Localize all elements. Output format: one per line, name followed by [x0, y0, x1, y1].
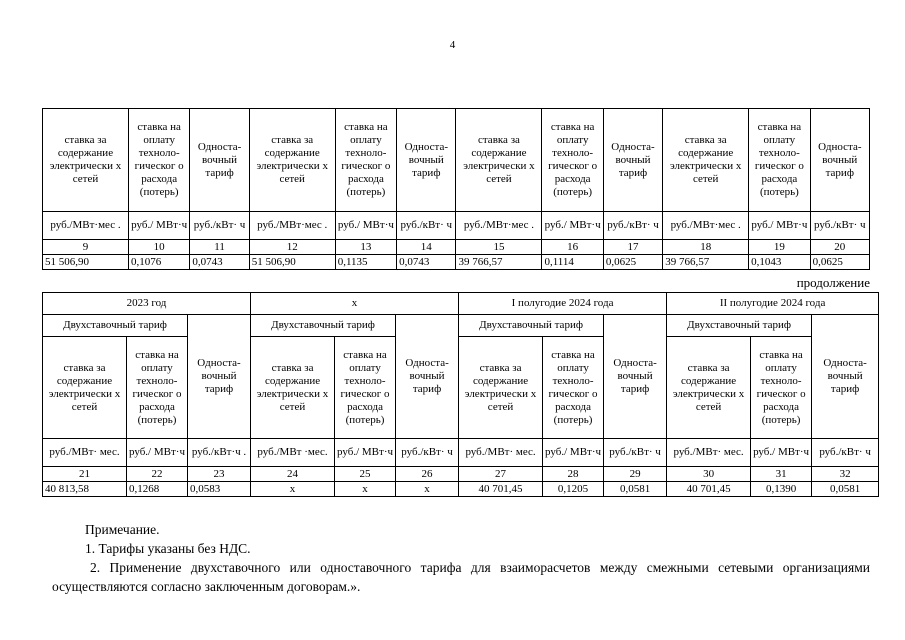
- header-cell: ставка на оплату техноло-гическог о расхода (потерь): [751, 337, 812, 439]
- header-cell: ставка на оплату техноло-гическог о расхода (потерь): [127, 337, 188, 439]
- header-cell: ставка за содержание электрически х сетей: [43, 109, 129, 212]
- period-cell: II полугодие 2024 года: [667, 293, 879, 315]
- column-number: 17: [603, 240, 662, 255]
- table2-units-row: [43, 439, 879, 467]
- unit-cell: руб./кВт· ч: [810, 212, 869, 240]
- header-cell: ставка за содержание электрически х сетей: [667, 337, 751, 439]
- column-number: 18: [663, 240, 749, 255]
- notes-section: [52, 520, 870, 596]
- column-number: 11: [190, 240, 249, 255]
- value-cell: x: [251, 482, 335, 497]
- header-cell: Односта-вочный тариф: [810, 109, 869, 212]
- column-number: 29: [604, 467, 667, 482]
- value-cell: 0,1043: [749, 255, 810, 270]
- value-cell: 51 506,90: [249, 255, 335, 270]
- unit-cell: руб./МВт· мес.: [43, 439, 127, 467]
- period-cell: x: [251, 293, 459, 315]
- header-cell: Односта-вочный тариф: [396, 315, 459, 439]
- header-cell: Односта-вочный тариф: [812, 315, 879, 439]
- column-number: 22: [127, 467, 188, 482]
- table2-tariff-type-row: [43, 315, 879, 337]
- column-number: 21: [43, 467, 127, 482]
- table1-number-row: [43, 240, 870, 255]
- column-number: 12: [249, 240, 335, 255]
- continuation-label: продолжение: [796, 275, 870, 290]
- unit-cell: руб./МВт·мес .: [456, 212, 542, 240]
- value-cell: 51 506,90: [43, 255, 129, 270]
- column-number: 14: [397, 240, 456, 255]
- value-cell: 40 813,58: [43, 482, 127, 497]
- header-cell: ставка на оплату техноло-гическог о расхода (потерь): [542, 109, 603, 212]
- unit-cell: руб./ МВт·ч: [751, 439, 812, 467]
- table2-period-row: [43, 293, 879, 315]
- unit-cell: руб./кВт· ч: [396, 439, 459, 467]
- value-cell: 0,0743: [397, 255, 456, 270]
- column-number: 25: [335, 467, 396, 482]
- column-number: 16: [542, 240, 603, 255]
- unit-cell: руб./кВт· ч: [603, 212, 662, 240]
- column-number: 19: [749, 240, 810, 255]
- column-number: 20: [810, 240, 869, 255]
- value-cell: 0,0625: [603, 255, 662, 270]
- column-number: 9: [43, 240, 129, 255]
- column-number: 13: [335, 240, 396, 255]
- header-cell: Односта-вочный тариф: [190, 109, 249, 212]
- column-number: 24: [251, 467, 335, 482]
- value-cell: x: [335, 482, 396, 497]
- value-cell: 0,0581: [812, 482, 879, 497]
- header-cell: ставка на оплату техноло-гическог о расхода (потерь): [543, 337, 604, 439]
- header-cell: ставка за содержание электрически х сетей: [249, 109, 335, 212]
- period-cell: I полугодие 2024 года: [459, 293, 667, 315]
- period-cell: 2023 год: [43, 293, 251, 315]
- table2-number-row: [43, 467, 879, 482]
- header-cell: ставка за содержание электрически х сетей: [251, 337, 335, 439]
- value-cell: 39 766,57: [663, 255, 749, 270]
- notes-title: Примечание.: [85, 522, 160, 537]
- value-cell: 0,0625: [810, 255, 869, 270]
- header-cell: ставка за содержание электрически х сетей: [456, 109, 542, 212]
- two-part-tariff-label: Двухставочный тариф: [251, 315, 396, 337]
- header-cell: Односта-вочный тариф: [397, 109, 456, 212]
- column-number: 28: [543, 467, 604, 482]
- value-cell: 0,1390: [751, 482, 812, 497]
- two-part-tariff-label: Двухставочный тариф: [667, 315, 812, 337]
- column-number: 32: [812, 467, 879, 482]
- unit-cell: руб./МВт ·мес.: [251, 439, 335, 467]
- value-cell: 40 701,45: [667, 482, 751, 497]
- unit-cell: руб./кВт·ч .: [188, 439, 251, 467]
- header-cell: ставка за содержание электрически х сетей: [459, 337, 543, 439]
- table1-units-row: [43, 212, 870, 240]
- value-cell: 0,0743: [190, 255, 249, 270]
- header-cell: ставка на оплату техноло-гическог о расхода (потерь): [335, 109, 396, 212]
- value-cell: 39 766,57: [456, 255, 542, 270]
- unit-cell: руб./МВт·мес .: [249, 212, 335, 240]
- column-number: 30: [667, 467, 751, 482]
- header-cell: ставка на оплату техноло-гическог о расхода (потерь): [128, 109, 189, 212]
- column-number: 10: [128, 240, 189, 255]
- two-part-tariff-label: Двухставочный тариф: [459, 315, 604, 337]
- header-cell: ставка на оплату техноло-гическог о расхода (потерь): [749, 109, 810, 212]
- value-cell: 0,1135: [335, 255, 396, 270]
- unit-cell: руб./МВт·мес .: [43, 212, 129, 240]
- table2-header-row: [43, 337, 879, 439]
- header-cell: ставка за содержание электрически х сетей: [663, 109, 749, 212]
- unit-cell: руб./ МВт·ч: [749, 212, 810, 240]
- header-cell: ставка на оплату техноло-гическог о расхода (потерь): [335, 337, 396, 439]
- header-cell: Односта-вочный тариф: [188, 315, 251, 439]
- unit-cell: руб./МВт·мес .: [663, 212, 749, 240]
- value-cell: 0,0581: [604, 482, 667, 497]
- unit-cell: руб./ МВт·ч: [127, 439, 188, 467]
- unit-cell: руб./ МВт·ч: [542, 212, 603, 240]
- unit-cell: руб./ МВт·ч: [128, 212, 189, 240]
- table2-value-row: [43, 482, 879, 497]
- value-cell: 0,0583: [188, 482, 251, 497]
- tariff-table-2: [42, 292, 879, 497]
- unit-cell: руб./МВт· мес.: [667, 439, 751, 467]
- column-number: 26: [396, 467, 459, 482]
- unit-cell: руб./МВт· мес.: [459, 439, 543, 467]
- unit-cell: руб./кВт· ч: [190, 212, 249, 240]
- table1-header-row: [43, 109, 870, 212]
- value-cell: 0,1076: [128, 255, 189, 270]
- header-cell: ставка за содержание электрически х сетей: [43, 337, 127, 439]
- unit-cell: руб./кВт· ч: [604, 439, 667, 467]
- unit-cell: руб./кВт· ч: [397, 212, 456, 240]
- value-cell: 0,1268: [127, 482, 188, 497]
- page-number: 4: [449, 39, 456, 51]
- unit-cell: руб./ МВт·ч: [335, 439, 396, 467]
- table1-value-row: [43, 255, 870, 270]
- header-cell: Односта-вочный тариф: [604, 315, 667, 439]
- unit-cell: руб./ МВт·ч: [335, 212, 396, 240]
- column-number: 23: [188, 467, 251, 482]
- column-number: 27: [459, 467, 543, 482]
- unit-cell: руб./кВт· ч: [812, 439, 879, 467]
- two-part-tariff-label: Двухставочный тариф: [43, 315, 188, 337]
- unit-cell: руб./ МВт·ч: [543, 439, 604, 467]
- value-cell: x: [396, 482, 459, 497]
- note-item-2: 2. Применение двухставочного или одноставочного тарифа для взаиморасчетов между смежными сетевыми организациями осуществляются согласно заключенным договорам.».: [52, 560, 870, 594]
- header-cell: Односта-вочный тариф: [603, 109, 662, 212]
- column-number: 31: [751, 467, 812, 482]
- note-item-1: 1. Тарифы указаны без НДС.: [85, 541, 251, 556]
- tariff-table-1: [42, 108, 870, 270]
- value-cell: 0,1205: [543, 482, 604, 497]
- value-cell: 0,1114: [542, 255, 603, 270]
- column-number: 15: [456, 240, 542, 255]
- value-cell: 40 701,45: [459, 482, 543, 497]
